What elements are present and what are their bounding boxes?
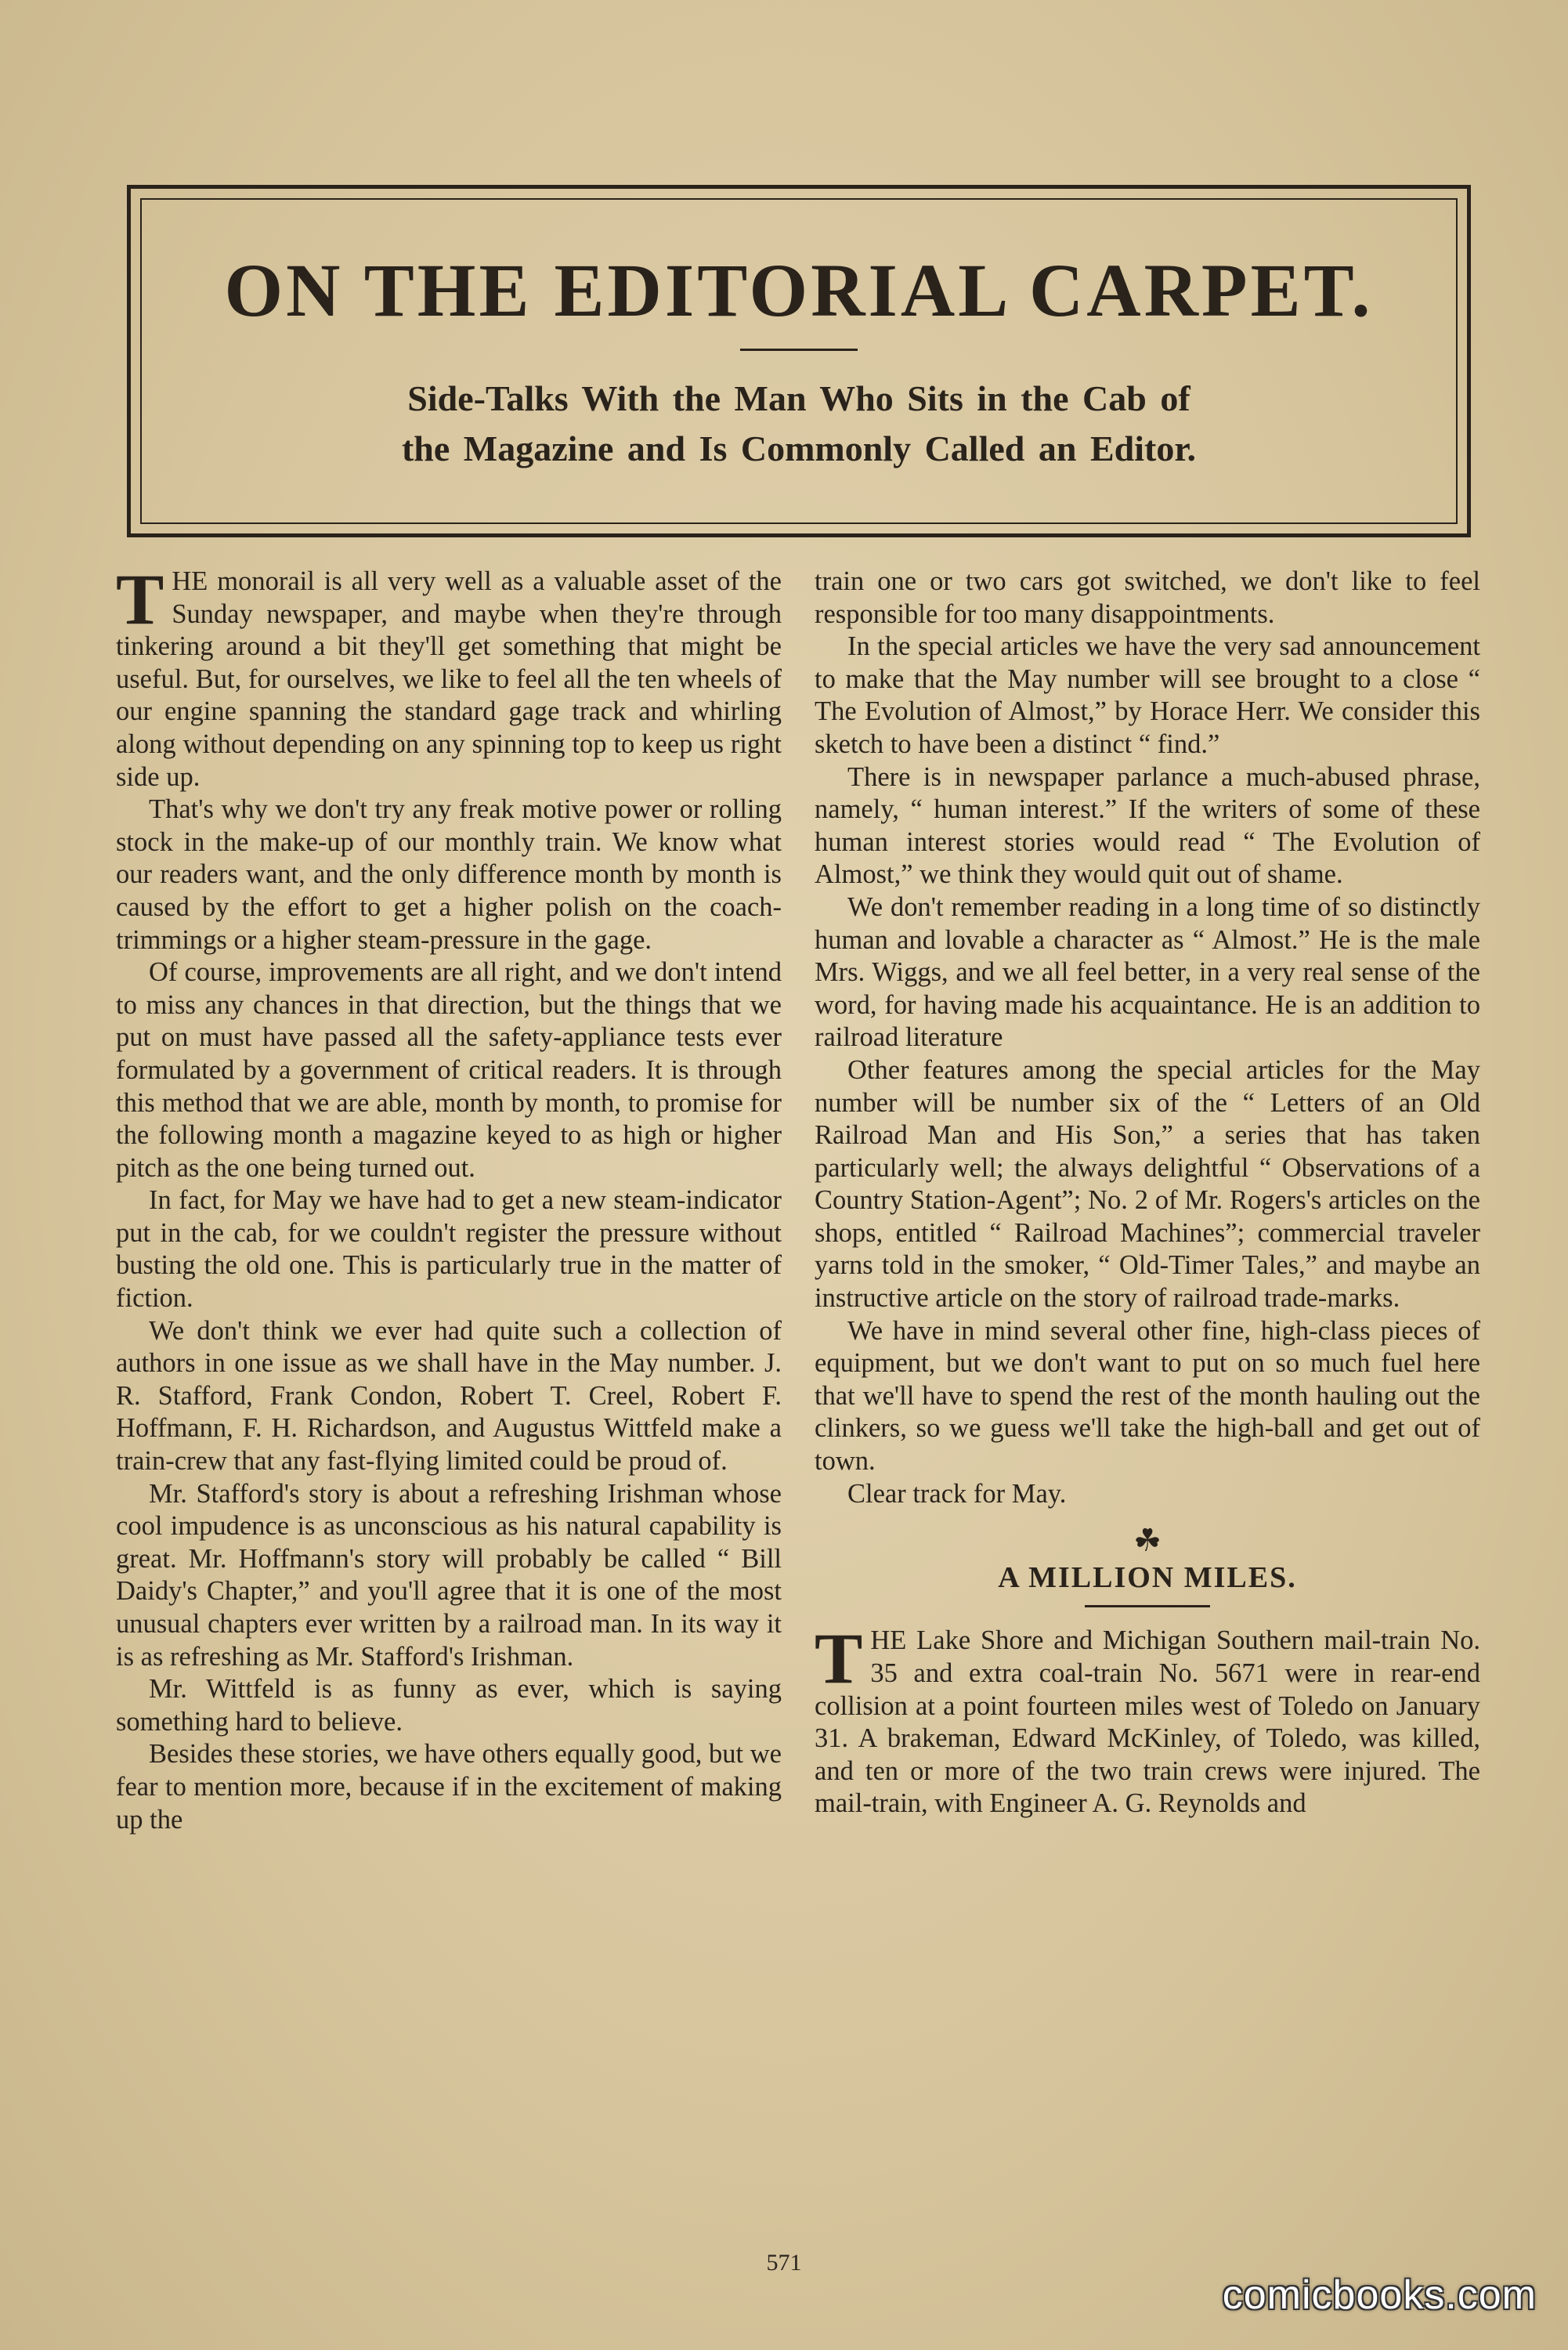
paragraph	[815, 1618, 1480, 1820]
paragraph: In fact, for May we have had to get a new steam-indicator put in the cab, for we couldn't register the pressure without busting the old one. This is particularly true in the matter of fiction.	[116, 1185, 782, 1314]
paragraph: Of course, improvements are all right, and we don't intend to miss any chances in that direction, but the things that we put on must have passed all the safety-appliance tests ever formulated by a government of critical readers. It is through this method that we are able, month by month, to promise for the following month a magazine keyed to as high or higher pitch as the one being turned out.	[116, 957, 782, 1183]
subtitle-line-1: Side-Talks With the Man Who Sits in the Cab of	[407, 378, 1190, 418]
paragraph: train one or two cars got switched, we don't like to feel responsible for too many disappointments.	[815, 566, 1480, 629]
page-title: ON THE EDITORIAL CARPET.	[224, 248, 1374, 332]
left-column	[116, 559, 782, 1836]
right-column	[815, 566, 1480, 1820]
paragraph: That's why we don't try any freak motive power or rolling stock in the make-up of our monthly train. We know what our readers want, and the only difference month by month is caused by the effort to get a higher polish on the coach-trimmings or a higher steam-pressure in the gage.	[116, 794, 782, 955]
page-number: 571	[766, 2250, 802, 2276]
paragraph	[116, 559, 782, 794]
paragraph-text: HE monorail is all very well as a valuable asset of the Sunday newspaper, and maybe when they're through tinkering around a bit they'll get something that might be useful. But, for ourselves, we like to feel all the ten wheels of our engine spanning the standard gage track and whirling along without depending on any spinning top to keep us right side up.	[116, 566, 782, 792]
paragraph: We don't think we ever had quite such a collection of authors in one issue as we shall have in the May number. J. R. Stafford, Frank Condon, Robert T. Creel, Robert F. Hoffmann, F. H. Richardson, and Augustus Wittfeld make a train-crew that any fast-flying limited could be proud of.	[116, 1315, 782, 1477]
page-subtitle	[142, 374, 1456, 474]
paragraph: Mr. Stafford's story is about a refreshing Irishman whose cool impudence is as unconscious as his natural capability is great. Mr. Hoffmann's story will probably be called “ Bill Daidy's Chapter,” and you'll agree that it is one of the most unusual chapters ever written by a railroad man. In its way it is as refreshing as Mr. Stafford's Irishman.	[116, 1478, 782, 1672]
clover-ornament-icon: ☘	[1133, 1523, 1162, 1559]
paragraph-text: HE Lake Shore and Michigan Southern mail-train No. 35 and extra coal-train No. 5671 were in rear-end collision at a point fourteen miles west of Toledo on January 31. A brakeman, Edward McKinley, of Toledo, was killed, and ten or more of the two train crews were injured. The mail-train, with Engineer A. G. Reynolds and	[815, 1625, 1480, 1819]
paragraph: In the special articles we have the very sad announcement to make that the May number will see brought to a close “ The Evolution of Almost,” by Horace Herr. We consider this sketch to have been a distinct “ find.”	[815, 631, 1480, 759]
watermark-logo: comicbooks.com	[1222, 2272, 1537, 2318]
paragraph: Clear track for May.	[847, 1478, 1067, 1509]
paragraph: Mr. Wittfeld is as funny as ever, which is saying something hard to believe.	[116, 1674, 782, 1737]
paragraph: Besides these stories, we have others equally good, but we fear to mention more, because if in the excitement of making up the	[116, 1739, 782, 1835]
section-divider	[1085, 1605, 1210, 1607]
title-divider	[740, 349, 858, 351]
paragraph: Other features among the special articles for the May number will be number six of the “ Letters of an Old Railroad Man and His Son,” a series that has taken particularly well; the always delightful “ Observations of a Country Station-Agent”; No. 2 of Mr. Rogers's articles on the shops, entitled “ Railroad Machines”; commercial traveler yarns told in the smoker, “ Old-Timer Tales,” and maybe an instructive article on the story of railroad trade-marks.	[815, 1054, 1480, 1314]
section-heading: A MILLION MILES.	[998, 1560, 1297, 1594]
header-inner-border	[140, 198, 1458, 524]
subtitle-line-2: the Magazine and Is Commonly Called an Editor.	[401, 428, 1197, 468]
paragraph: We don't remember reading in a long time of so distinctly human and lovable a character as “ Almost.” He is the male Mrs. Wiggs, and we all feel better, in a very real sense of the word, for having made his acquaintance. He is an addition to railroad literature	[815, 891, 1480, 1053]
header-box	[127, 185, 1471, 537]
paragraph: We have in mind several other fine, high-class pieces of equipment, but we don't want to put on so much fuel here that we'll have to spend the rest of the month hauling out the clinkers, so we guess we'll take the high-ball and get out of town.	[815, 1315, 1480, 1477]
drop-cap: T	[116, 559, 164, 639]
drop-cap: T	[815, 1618, 863, 1699]
paragraph: There is in newspaper parlance a much-abused phrase, namely, “ human interest.” If the writers of some of these human interest stories would read “ The Evolution of Almost,” we think they would quit out of shame.	[815, 761, 1480, 890]
